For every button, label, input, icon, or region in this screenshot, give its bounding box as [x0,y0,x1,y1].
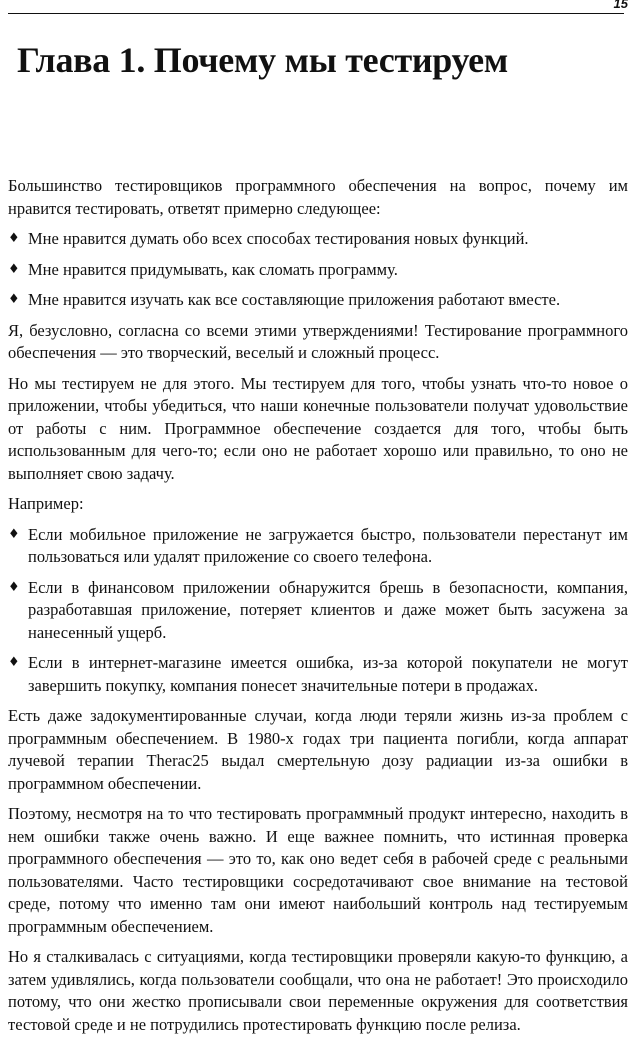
page-number: 15 [613,0,628,11]
diamond-bullet-icon: ♦ [8,655,20,670]
diamond-bullet-icon: ♦ [8,526,20,542]
situations-paragraph: Но я сталкивалась с ситуациями, когда тестировщики проверяли какую-то функцию, а затем удивлялись, когда пользователи сообщали, что она не работает! Это происходило потому, что они жестко прописывали свои переменные окружения для соответствия тестовой среде и не потрудились протестировать функцию после релиза. [8,947,628,1034]
chapter-body [8,175,628,1044]
diamond-bullet-icon: ♦ [8,579,20,595]
header-rule [8,13,624,14]
reason-text: Мне нравится изучать как все составляющие приложения работают вместе. [28,290,561,309]
chapter-title: Глава 1. Почему мы тестируем [17,40,509,80]
reason-text: Мне нравится думать обо всех способах тестирования новых функций. [28,229,529,248]
example-text: Если мобильное приложение не загружается быстро, пользователи перестанут им пользоваться или удалят приложение со своего телефона. [28,524,628,566]
examples-list [8,524,628,698]
example-text: Если в финансовом приложении обнаружится брешь в безопасности, компания, разработавшая приложение, потеряет клиентов и даже может быть засужена за нанесенный ущерб. [28,577,628,642]
example-item [8,577,628,645]
example-item [8,524,628,569]
example-text: Если в интернет-магазине имеется ошибка, из-за которой покупатели не могут завершить покупку, компания понесет значительные потери в продажах. [28,653,628,695]
reasons-list [8,228,628,312]
reason-item [8,259,628,282]
intro-paragraph: Большинство тестировщиков программного обеспечения на вопрос, почему им нравится тестировать, ответят примерно следующее: [8,176,628,218]
agree-paragraph: Я, безусловно, согласна со всеми этими утверждениями! Тестирование программного обеспечения — это творческий, веселый и сложный процесс. [8,320,628,362]
reason-item [8,289,628,312]
example-item [8,652,628,697]
therefore-paragraph: Поэтому, несмотря на то что тестировать программный продукт интересно, находить в нем ошибки также очень важно. И еще важнее помнить, что истинная проверка программного обеспечения — это то, как оно ведет себя в рабочей среде с реальными пользователями. Часто тестировщики сосредотачивают свое внимание на тестовой среде, потому что именно там они имеют наибольший контроль над тестируемым программным обеспечением. [8,804,628,936]
diamond-bullet-icon: ♦ [8,292,20,307]
diamond-bullet-icon: ♦ [8,231,20,246]
documented-paragraph: Есть даже задокументированные случаи, когда люди теряли жизнь из-за проблем с программным обеспечением. В 1980-х годах три пациента погибли, когда аппарат лучевой терапии Therac25 выдал смертельную дозу радиации из-за ошибки в программном обеспечении. [8,706,628,793]
reason-item [8,228,628,251]
reason-text: Мне нравится придумывать, как сломать программу. [28,259,398,279]
diamond-bullet-icon: ♦ [8,261,20,277]
example-label: Например: [8,494,84,513]
purpose-paragraph: Но мы тестируем не для этого. Мы тестируем для того, чтобы узнать что-то новое о приложении, чтобы убедиться, что наши конечные пользователи получат удовольствие от работы с ним. Программное обеспечение создается для того, чтобы быть использованным для чего-то; если оно не работает хорошо или правильно, то оно не выполняет свою задачу. [8,373,628,483]
